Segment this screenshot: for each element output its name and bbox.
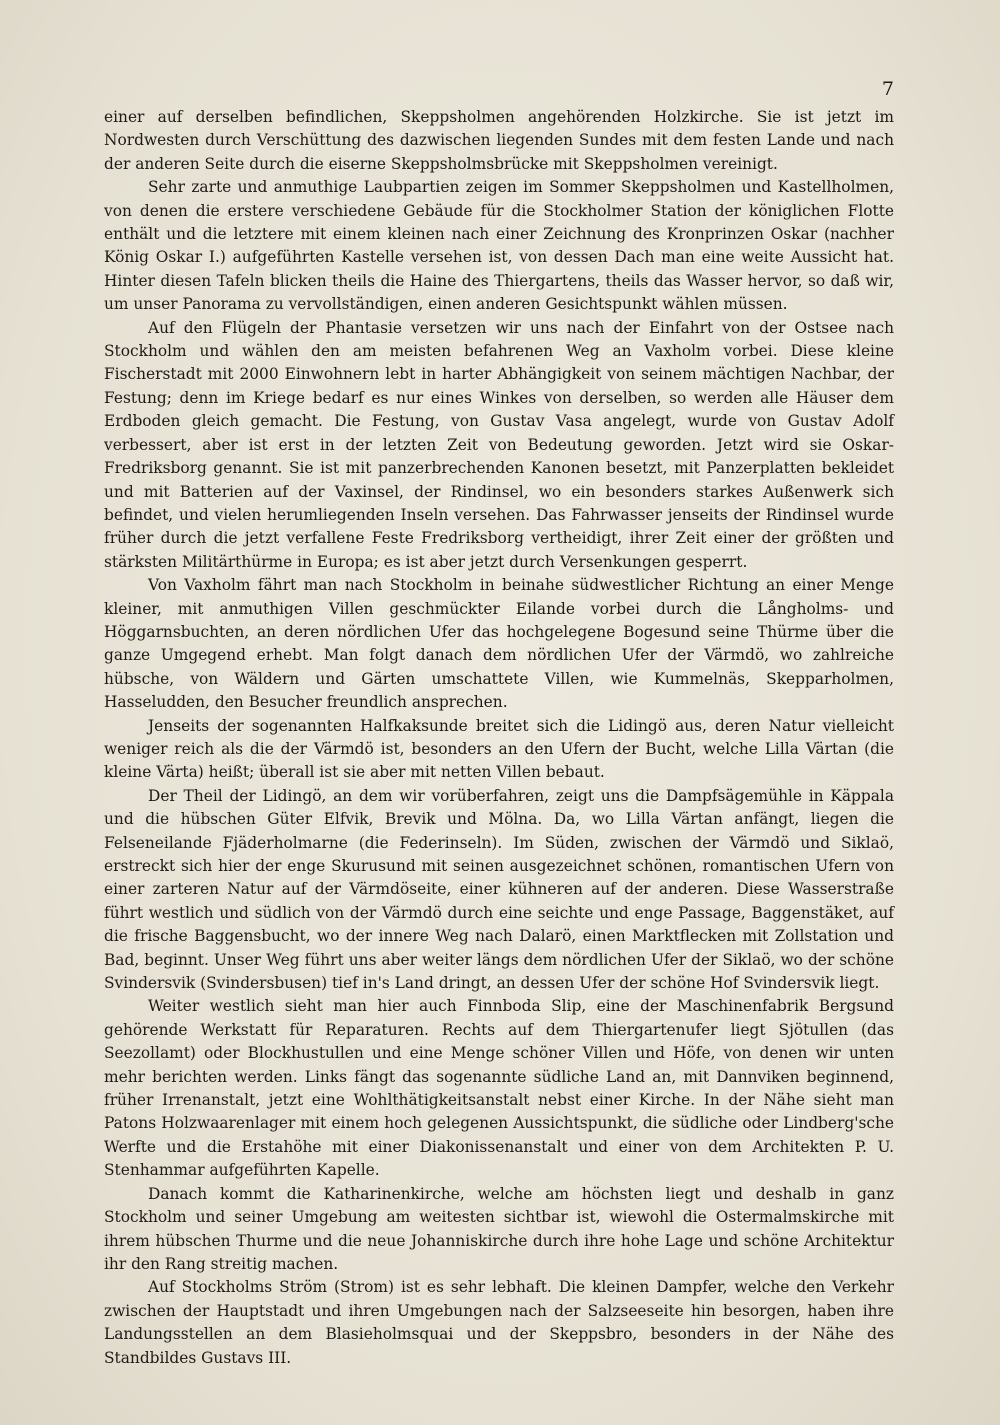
paragraph: Danach kommt die Katharinenkirche, welche am höchsten liegt und deshalb in ganz Stockholm und seiner Umgebung am weitesten sichtbar ist, wiewohl die Ostermalmskirche mit ihrem hübschen Thurme und die neue Johanniskirche durch ihre hohe Lage und schöne Architektur ihr den Rang streitig machen. — [104, 1184, 894, 1273]
page-number: 7 — [881, 78, 894, 100]
paragraph: Auf den Flügeln der Phantasie versetzen wir uns nach der Einfahrt von der Ostsee nach Stockholm und wählen den am meisten befahrenen Weg an Vaxholm vorbei. Diese kleine Fischerstadt mit 2000 Einwohnern lebt in harter Abhängigkeit von seinem mächtigen Nachbar, der Festung; denn im Kriege bedarf es nur eines Winkes von derselben, so werden alle Häuser dem Erdboden gleich gemacht. Die Festung, von Gustav Vasa angelegt, wurde von Gustav Adolf verbessert, aber ist erst in der letzten Zeit von Bedeutung geworden. Jetzt wird sie Oskar-Fredriksborg genannt. Sie ist mit panzerbrechenden Kanonen besetzt, mit Panzerplatten bekleidet und mit Batterien auf der Vaxinsel, der Rindinsel, wo ein besonders starkes Außenwerk sich befindet, und vielen herumliegenden Inseln versehen. Das Fahrwasser jenseits der Rindinsel wurde früher durch die jetzt verfallene Feste Fredriksborg vertheidigt, ihrer Zeit einer der größten und stärksten Militärthürme in Europa; es ist aber jetzt durch Versenkungen gesperrt. — [104, 318, 894, 571]
paragraph: einer auf derselben befindlichen, Skeppsholmen angehörenden Holzkirche. Sie ist jetzt im Nordwesten durch Verschüttung des dazwischen liegenden Sundes mit dem festen Lande und nach der anderen Seite durch die eiserne Skeppsholmsbrücke mit Skeppsholmen vereinigt. — [104, 108, 894, 173]
paragraph: Der Theil der Lidingö, an dem wir vorüberfahren, zeigt uns die Dampfsägemühle in Käppala und die hübschen Güter Elfvik, Brevik und Mölna. Da, wo Lilla Värtan anfängt, liegen die Felseneilande Fjäderholmarne (die Federinseln). Im Süden, zwischen der Värmdö und Siklaö, erstreckt sich hier der enge Skurusund mit seinen ausgezeichnet schönen, romantischen Ufern von einer zarteren Natur auf der Värmdöseite, einer kühneren auf der anderen. Diese Wasserstraße führt westlich und südlich von der Värmdö durch eine seichte und enge Passage, Baggenstäket, auf die frische Baggensbucht, wo der innere Weg nach Dalarö, einen Marktflecken mit Zollstation und Bad, beginnt. Unser Weg führt uns aber weiter längs dem nördlichen Ufer der Siklaö, wo der schöne Svindersvik (Svindersbusen) tief in's Land dringt, an dessen Ufer der schöne Hof Svindersvik liegt. — [104, 786, 894, 993]
paragraph: Von Vaxholm fährt man nach Stockholm in beinahe südwestlicher Richtung an einer Menge kleiner, mit anmuthigen Villen geschmückter Eilande vorbei durch die Långholms- und Höggarnsbuchten, an deren nördlichen Ufer das hochgelegene Bogesund seine Thürme über die ganze Umgegend erhebt. Man folgt danach dem nördlichen Ufer der Värmdö, wo zahlreiche hübsche, von Wäldern und Gärten umschattete Villen, wie Kummelnäs, Skepparholmen, Hasseludden, den Besucher freundlich ansprechen. — [104, 576, 894, 712]
paragraph: Sehr zarte und anmuthige Laubpartien zeigen im Sommer Skeppsholmen und Kastellholmen, von denen die erstere verschiedene Gebäude für die Stockholmer Station der königlichen Flotte enthält und die letztere mit einem kleinen nach einer Zeichnung des Kronprinzen Oskar (nachher König Oskar I.) aufgeführten Kastelle versehen ist, von dessen Dach man eine weite Aussicht hat. Hinter diesen Tafeln blicken theils die Haine des Thiergartens, theils das Wasser hervor, so daß wir, um unser Panorama zu vervollständigen, einen anderen Gesichtspunkt wählen müssen. — [104, 178, 894, 314]
paragraph: Weiter westlich sieht man hier auch Finnboda Slip, eine der Maschinenfabrik Bergsund gehörende Werkstatt für Reparaturen. Rechts auf dem Thiergartenufer liegt Sjötullen (das Seezollamt) oder Blockhustullen und eine Menge schöner Villen und Höfe, von denen wir unten mehr berichten werden. Links fängt das sogenannte südliche Land an, mit Dannviken beginnend, früher Irrenanstalt, jetzt eine Wohlthätigkeitsanstalt nebst einer Kirche. In der Nähe sieht man Patons Holzwaarenlager mit einem hoch gelegenen Aussichtspunkt, die südliche oder Lindberg'sche Werfte und die Erstahöhe mit einer Diakonissenanstalt und einer von dem Architekten P. U. Stenhammar aufgeführten Kapelle. — [104, 997, 894, 1180]
paragraph: Auf Stockholms Ström (Strom) ist es sehr lebhaft. Die kleinen Dampfer, welche den Verkehr zwischen der Hauptstadt und ihren Umgebungen nach der Salzseeseite hin besorgen, haben ihre Landungsstellen an dem Blasieholmsquai und der Skeppsbro, besonders in der Nähe des Standbildes Gustavs III. — [104, 1278, 894, 1367]
body-text — [104, 106, 894, 1370]
paragraph: Jenseits der sogenannten Halfkaksunde breitet sich die Lidingö aus, deren Natur vielleicht weniger reich als die der Värmdö ist, besonders an den Ufern der Bucht, welche Lilla Värtan (die kleine Värta) heißt; überall ist sie aber mit netten Villen bebaut. — [104, 716, 894, 782]
